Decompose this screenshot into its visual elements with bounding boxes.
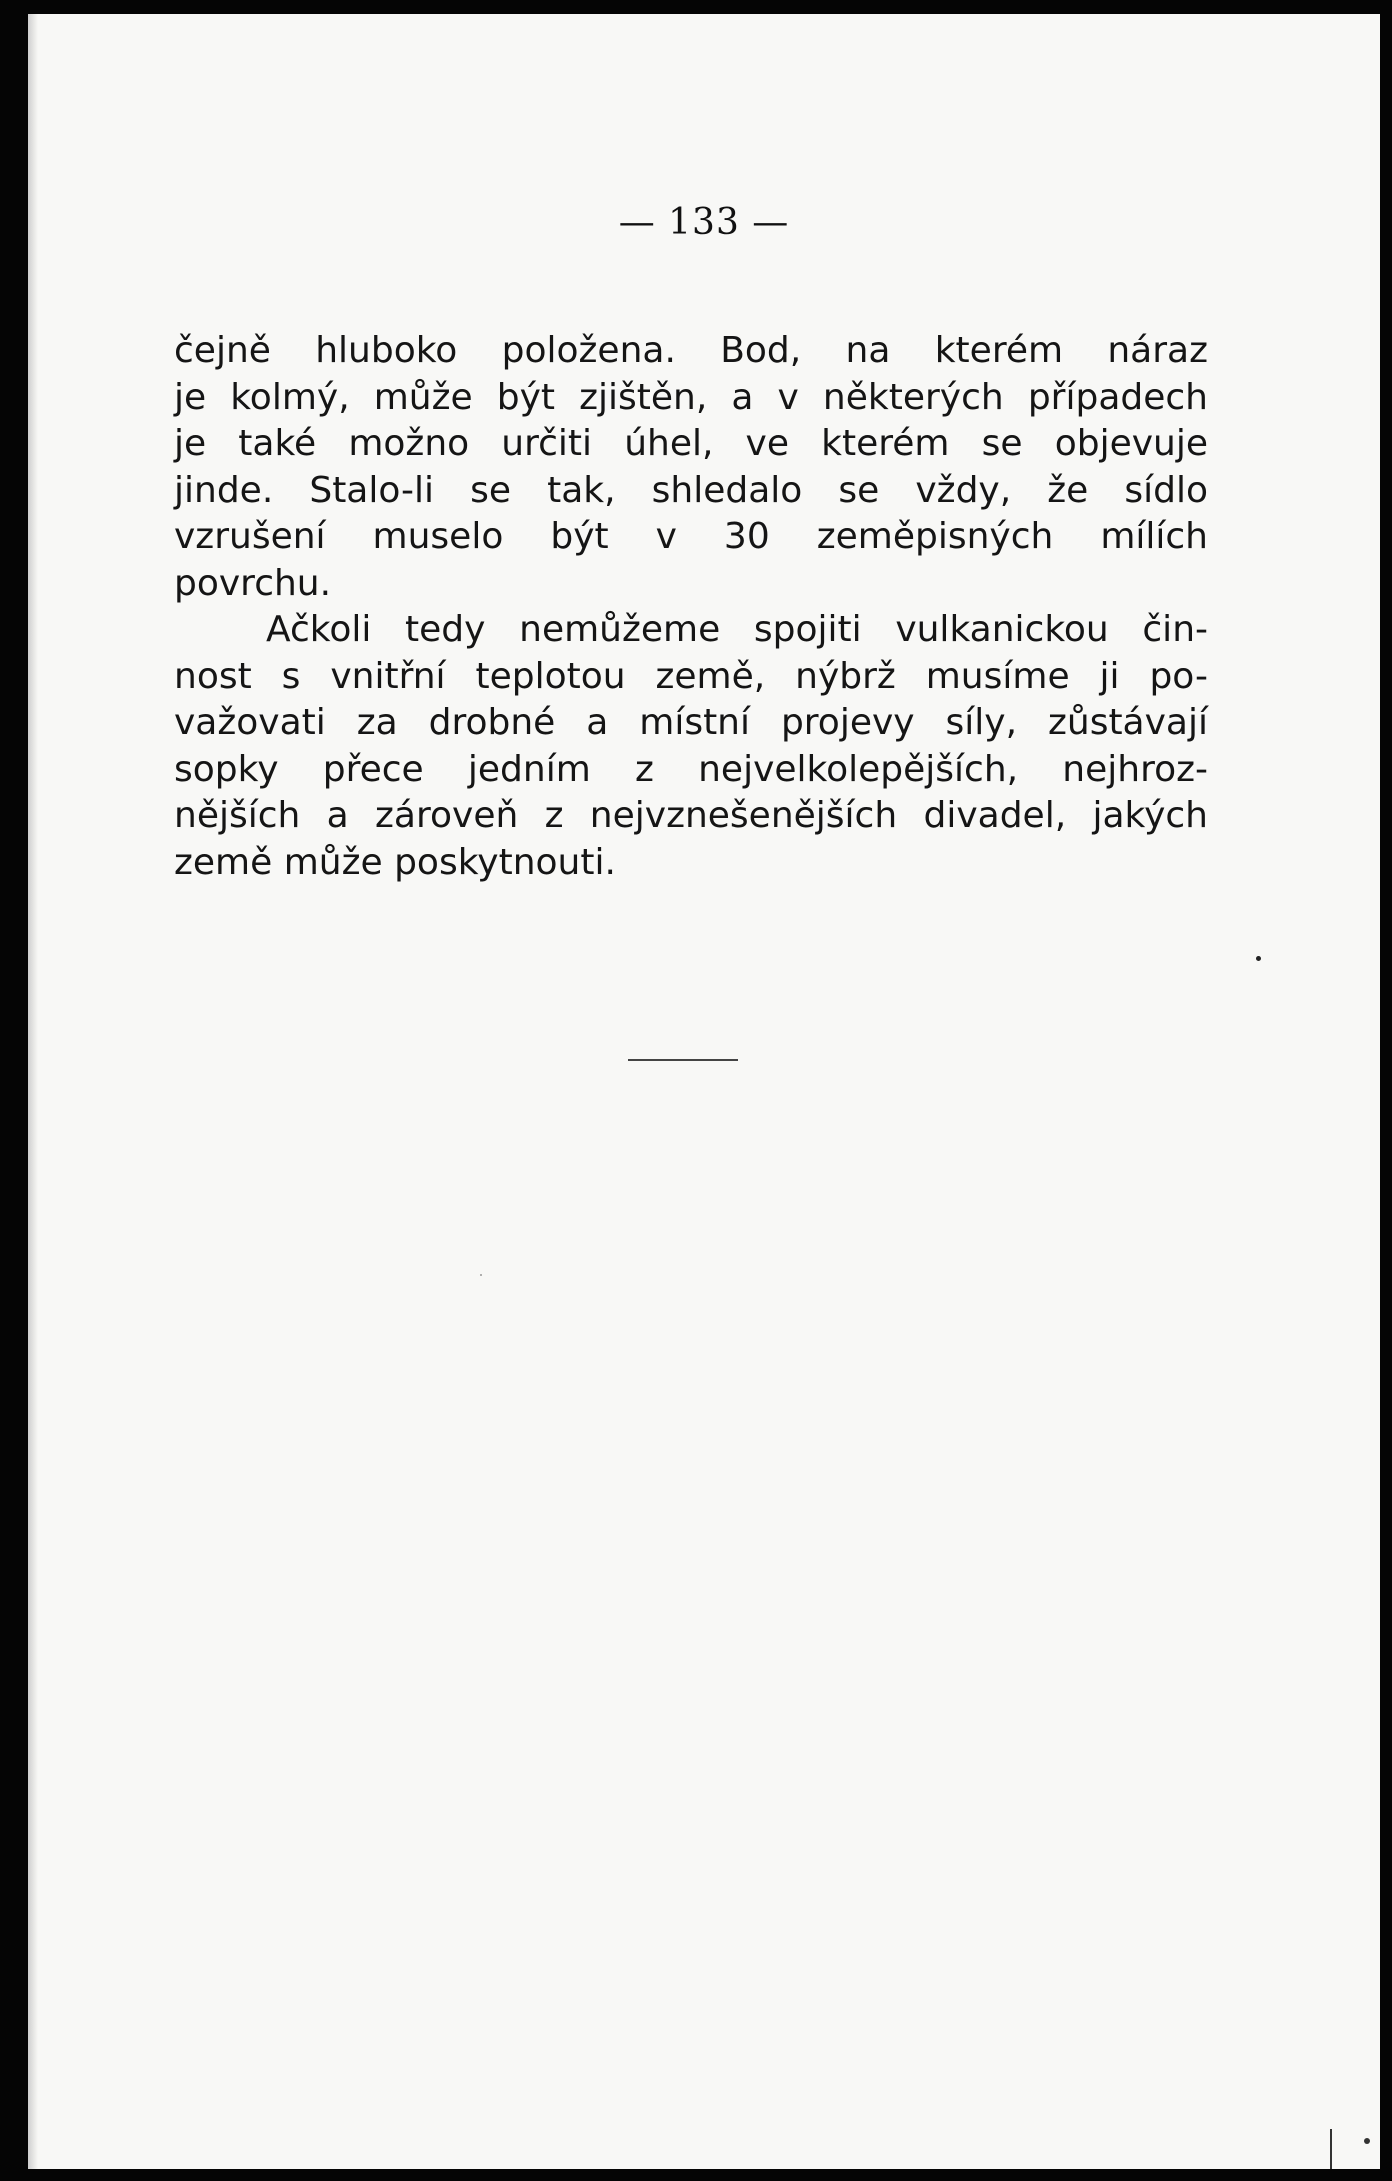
scan-mark xyxy=(1364,2138,1370,2144)
text-line: jinde. Stalo-li se tak, shledalo se vždy, že sídlo xyxy=(174,469,1208,511)
body-text xyxy=(174,328,1208,886)
text-line: sopky přece jedním z nejvelkolepějších, nejhroz- xyxy=(174,748,1208,790)
text-line: nost s vnitřní teplotou země, nýbrž musíme ji po- xyxy=(174,655,1208,697)
text-line: vzrušení muselo být v 30 zeměpisných mílích xyxy=(174,516,1208,557)
text-line: povrchu. xyxy=(174,562,332,604)
scan-mark xyxy=(1330,2129,1332,2169)
book-page xyxy=(28,14,1380,2169)
text-line: čejně hluboko položena. Bod, na kterém náraz xyxy=(174,330,1208,371)
section-divider xyxy=(628,1059,738,1061)
page-edge-shadow xyxy=(28,14,38,2169)
text-line: země může poskytnouti. xyxy=(174,841,616,883)
text-line: je kolmý, může být zjištěn, a v některých případech xyxy=(174,376,1208,418)
print-speck xyxy=(1256,956,1261,961)
text-line: važovati za drobné a místní projevy síly, zůstávají xyxy=(174,702,1208,743)
page-number: — 133 — xyxy=(618,202,790,243)
text-line: nějších a zároveň z nejvznešenějších divadel, jakých xyxy=(174,795,1208,836)
text-line: Ačkoli tedy nemůžeme spojiti vulkanickou čin- xyxy=(266,609,1208,650)
text-line: je také možno určiti úhel, ve kterém se objevuje xyxy=(174,423,1208,464)
print-speck xyxy=(480,1274,482,1276)
